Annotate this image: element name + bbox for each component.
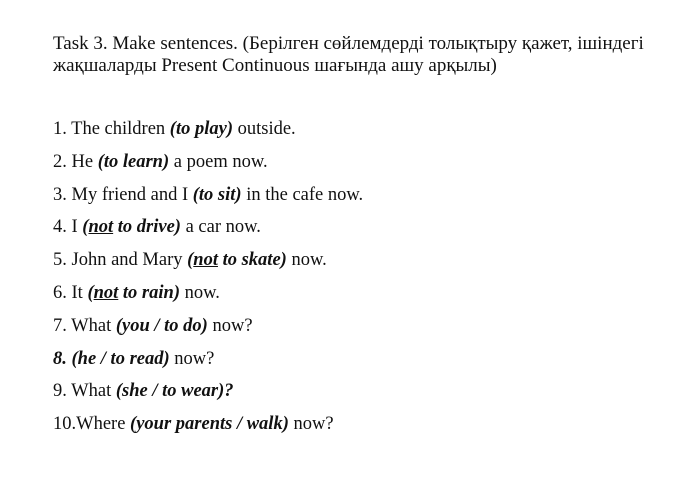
sentence-text: now.	[179, 282, 220, 303]
sentence-text: Where	[76, 414, 131, 435]
negation-word: not	[193, 250, 218, 271]
sentence-text: It	[71, 282, 88, 303]
verb-prompt: (she / to wear)?	[115, 381, 234, 402]
sentence-text: now.	[286, 250, 327, 271]
task-header	[53, 33, 683, 77]
sentence-number: 8.	[53, 348, 72, 369]
verb-prompt: (your parents / walk)	[130, 414, 289, 435]
sentence-4	[53, 215, 363, 248]
verb-prompt	[187, 250, 287, 270]
sentence-text: John and Mary	[71, 250, 188, 271]
task-header-line-1: Task 3. Make sentences. (Берілген сөйлемдерді толықтыру қажет, ішіндегі	[53, 33, 644, 54]
verb-open: (	[82, 217, 89, 238]
verb-rest: to skate)	[217, 250, 287, 271]
task-header-line-2: жақшаларды Present Continuous шағында ашу арқылы)	[53, 55, 497, 76]
sentence-number: 9.	[53, 381, 72, 402]
sentence-1	[53, 117, 363, 150]
sentence-2	[53, 150, 363, 183]
negation-word: not	[88, 217, 114, 238]
sentence-5	[53, 248, 363, 281]
negation-word: not	[93, 282, 119, 303]
sentence-text: What	[71, 381, 116, 402]
sentence-text: My friend and I	[71, 184, 193, 205]
sentence-number: 4.	[53, 217, 72, 238]
verb-prompt: (to learn)	[97, 151, 170, 172]
sentence-9	[53, 379, 363, 412]
sentence-text: in the cafe now.	[241, 184, 364, 205]
sentence-text: outside.	[232, 119, 296, 139]
sentence-text: now?	[207, 315, 253, 336]
verb-prompt: (you / to do)	[115, 315, 208, 336]
sentence-number: 5.	[53, 250, 72, 271]
sentence-3	[53, 183, 363, 216]
sentence-number: 7.	[53, 315, 72, 336]
sentence-6	[53, 281, 363, 314]
sentence-number: 10.	[53, 414, 77, 435]
sentence-text: I	[71, 217, 83, 238]
sentence-number: 2.	[53, 151, 72, 172]
verb-open: (	[187, 250, 194, 271]
sentence-text: now?	[288, 414, 334, 435]
verb-prompt: (to play)	[169, 119, 233, 139]
sentence-text: What	[71, 315, 116, 336]
sentence-7	[53, 314, 363, 347]
sentence-text: He	[71, 151, 98, 172]
sentence-text: The children	[71, 119, 170, 139]
sentence-text: now?	[169, 348, 215, 369]
verb-prompt: (he / to read)	[71, 348, 170, 369]
sentence-number: 6.	[53, 282, 72, 303]
verb-prompt: (to sit)	[192, 184, 242, 205]
verb-prompt	[82, 217, 181, 237]
verb-rest: to rain)	[118, 282, 180, 303]
verb-rest: to drive)	[113, 217, 181, 238]
verb-prompt	[87, 283, 180, 303]
sentence-text: a car now.	[180, 217, 261, 238]
sentence-number: 1.	[53, 119, 72, 139]
sentence-number: 3.	[53, 184, 72, 205]
sentence-10	[53, 412, 363, 445]
sentence-list	[53, 117, 363, 445]
verb-open: (	[87, 282, 94, 303]
sentence-text: a poem now.	[169, 151, 268, 172]
sentence-8	[53, 347, 363, 380]
